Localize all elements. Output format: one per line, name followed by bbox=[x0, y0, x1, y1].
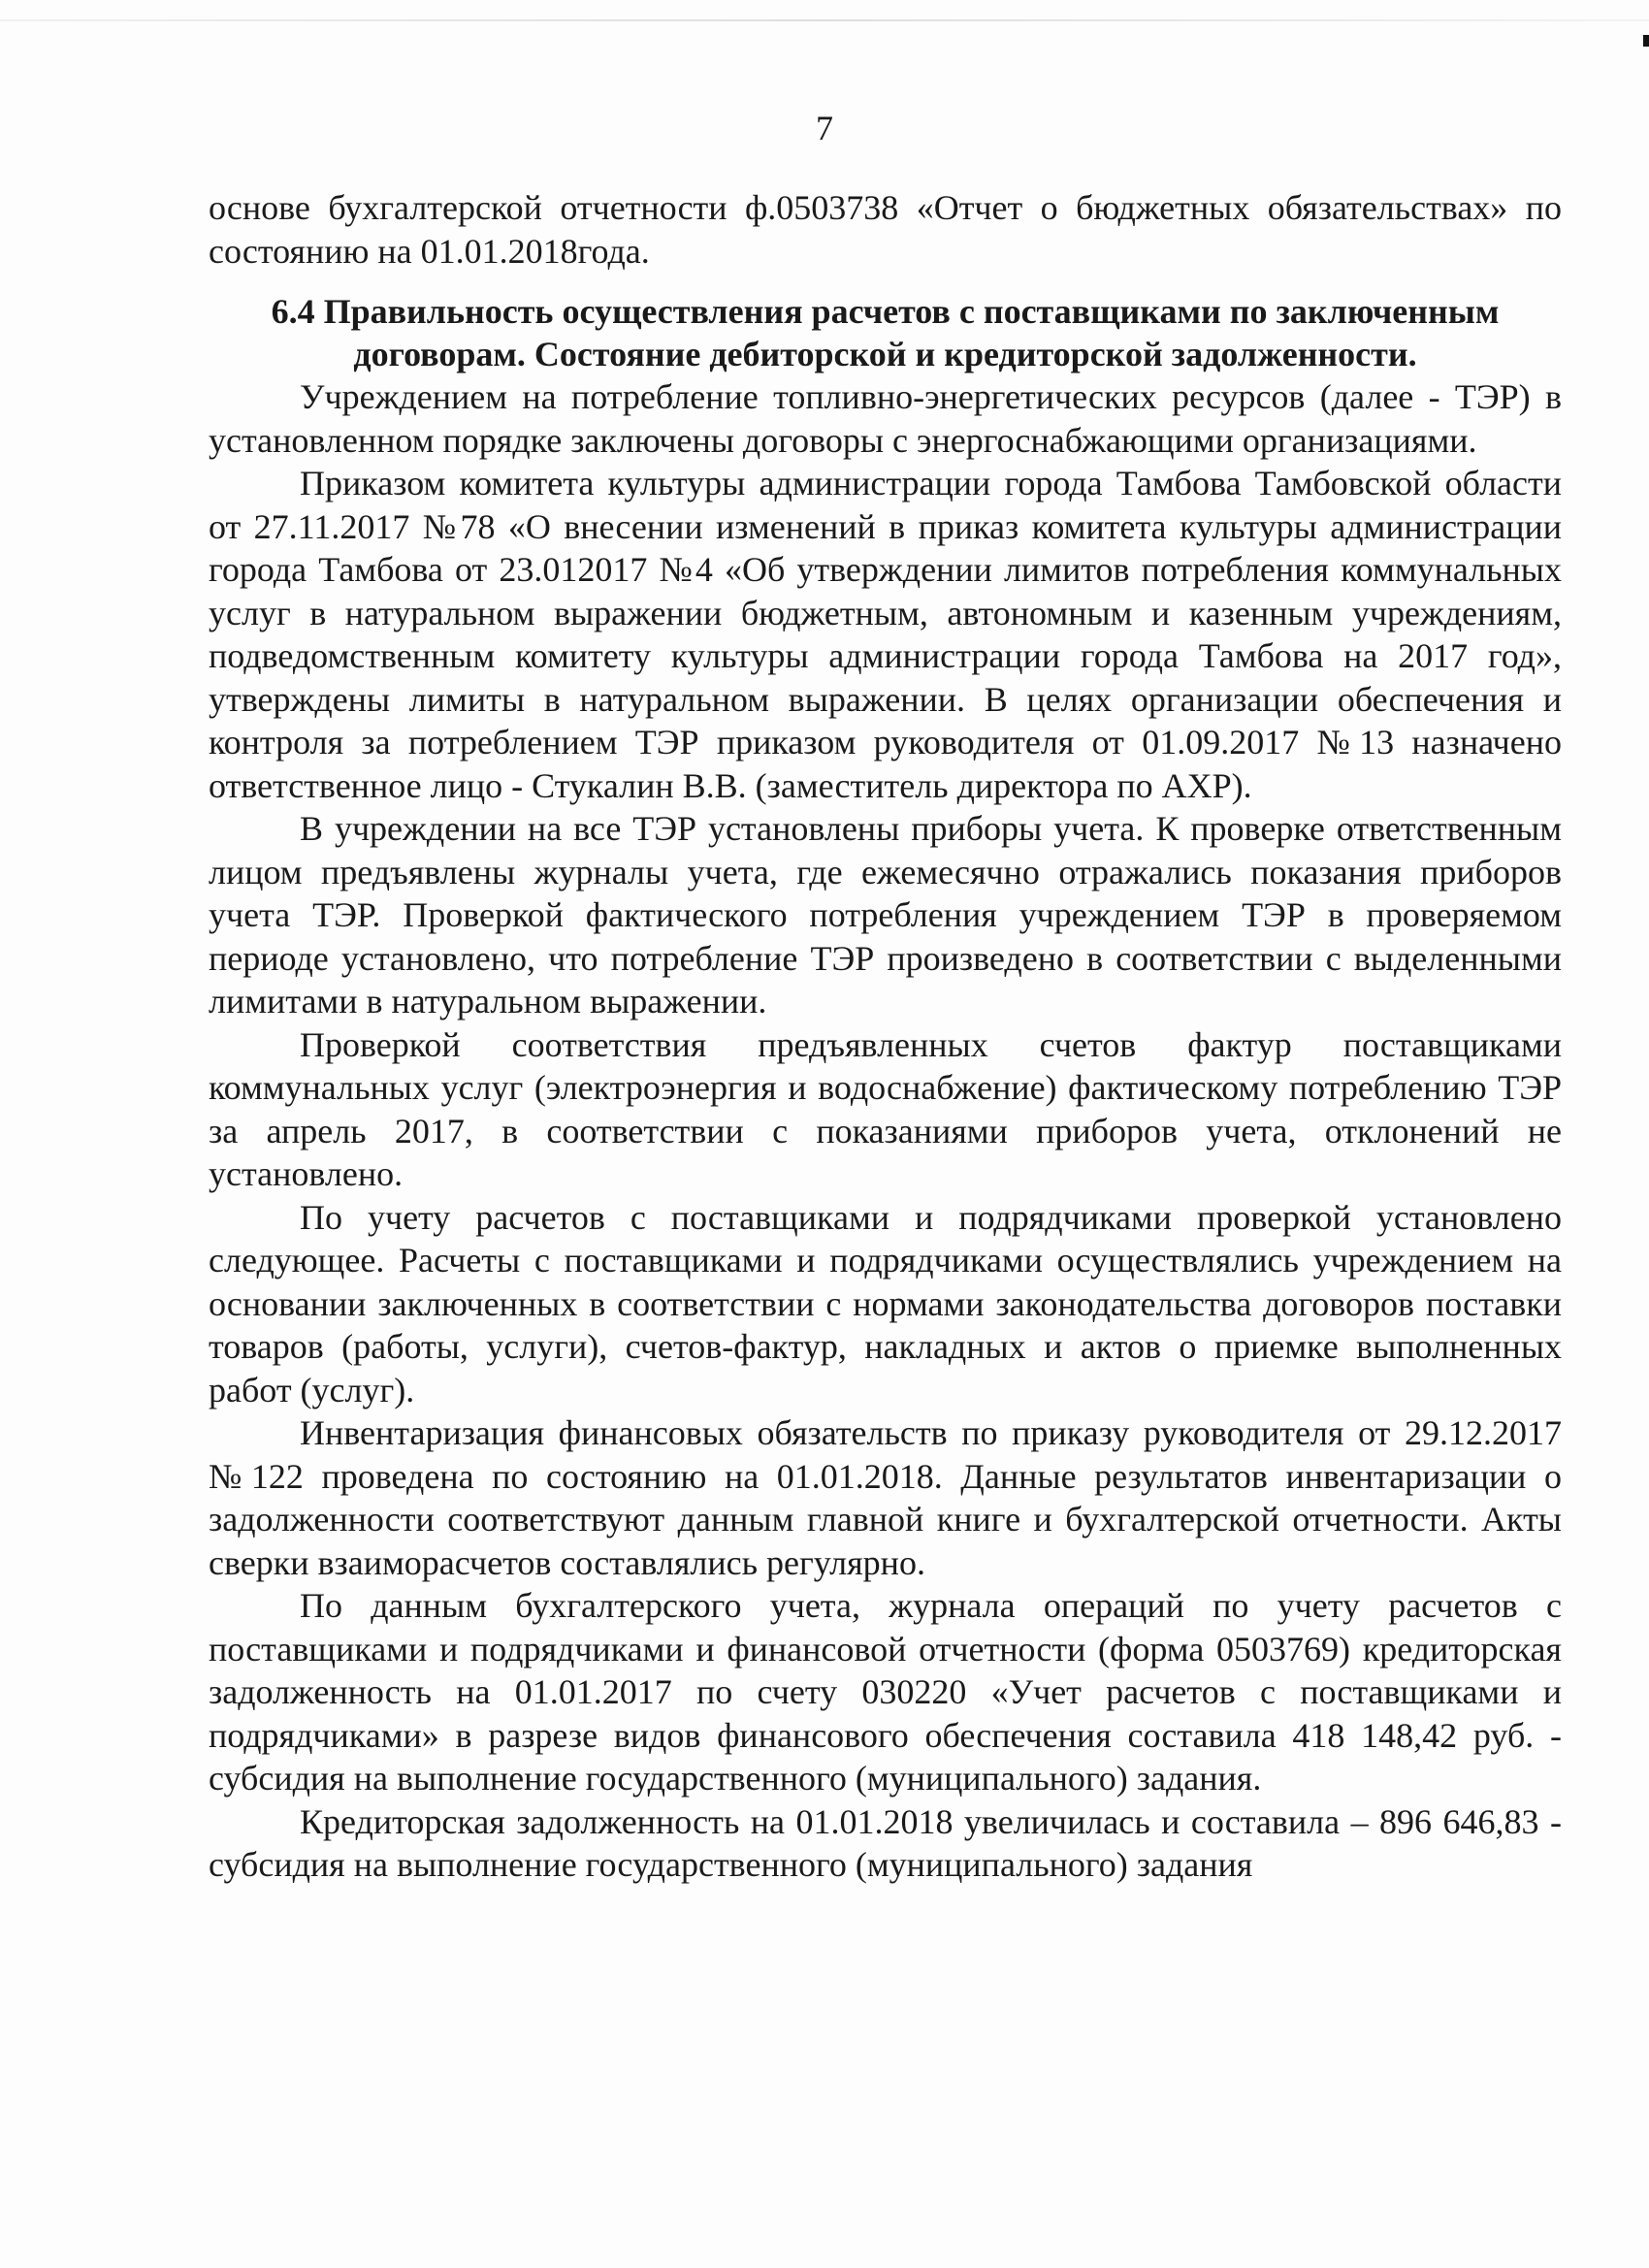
document-body bbox=[209, 186, 1562, 1887]
paragraph-meters: В учреждении на все ТЭР установлены приборы учета. К проверке ответственным лицом предъявлены журналы учета, где ежемесячно отражались показания приборов учета ТЭР. Проверкой фактического потребления учреждением ТЭР в проверяемом периоде установлено, что потребление ТЭР произведено в соответствии с выделенными лимитами в натуральном выражении. bbox=[209, 809, 1562, 1021]
page-number: 7 bbox=[816, 109, 833, 147]
paragraph-accounts-payable-2017: По данным бухгалтерского учета, журнала операций по учету расчетов с поставщиками и подрядчиками и финансовой отчетности (форма 0503769) кредиторская задолженность на 01.01.2017 по счету 030220 «Учет расчетов с поставщиками и подрядчиками» в разрезе видов финансового обеспечения составила 418 148,42 руб. - субсидия на выполнение государственного (муниципального) задания. bbox=[209, 1586, 1562, 1798]
paragraph-supplier-settlements: По учету расчетов с поставщиками и подрядчиками проверкой установлено следующее. Расчеты с поставщиками и подрядчиками осуществлялись учреждением на основании заключенных в соответствии с нормами законодательства договоров поставки товаров (работы, услуги), счетов-фактур, накладных и актов о приемке выполненных работ (услуг). bbox=[209, 1197, 1562, 1409]
paragraph-invoices-check: Проверкой соответствия предъявленных счетов фактур поставщиками коммунальных услуг (электроэнергия и водоснабжение) фактическому потреблению ТЭР за апрель 2017, в соответствии с показаниями приборов учета, отклонений не установлено. bbox=[209, 1024, 1562, 1193]
paragraph-ter-contracts: Учреждением на потребление топливно-энергетических ресурсов (далее - ТЭР) в установленном порядке заключены договоры с энергоснабжающими организациями. bbox=[209, 377, 1562, 460]
paragraph-order-limits: Приказом комитета культуры администрации города Тамбова Тамбовской области от 27.11.2017 №78 «О внесении изменений в приказ комитета культуры администрации города Тамбова от 23.012017 №4 «Об утверждении лимитов потребления коммунальных услуг в натуральном выражении бюджетным, автономным и казенным учреждениям, подведомственным комитету культуры администрации города Тамбова на 2017 год», утверждены лимиты в натуральном выражении. В целях организации обеспечения и контроля за потреблением ТЭР приказом руководителя от 01.09.2017 №13 назначено ответственное лицо - Стукалин В.В. (заместитель директора по АХР). bbox=[209, 464, 1562, 805]
paragraph-accounts-payable-2018: Кредиторская задолженность на 01.01.2018 увеличилась и составила – 896 646,83 - субсидия на выполнение государственного (муниципального) задания bbox=[209, 1801, 1562, 1884]
section-heading: 6.4 Правильность осуществления расчетов с поставщиками по заключенным договорам. Состояние дебиторской и кредиторской задолженности. bbox=[271, 292, 1500, 373]
paragraph-inventory: Инвентаризация финансовых обязательств по приказу руководителя от 29.12.2017 №122 проведена по состоянию на 01.01.2018. Данные результатов инвентаризации о задолженности соответствуют данным главной книге и бухгалтерской отчетности. Акты сверки взаиморасчетов составлялись регулярно. bbox=[209, 1413, 1562, 1582]
scan-artifact-line bbox=[0, 19, 1649, 21]
intro-paragraph: основе бухгалтерской отчетности ф.0503738 «Отчет о бюджетных обязательствах» по состоянию на 01.01.2018года. bbox=[209, 188, 1562, 271]
scan-artifact-mark bbox=[1643, 35, 1649, 47]
